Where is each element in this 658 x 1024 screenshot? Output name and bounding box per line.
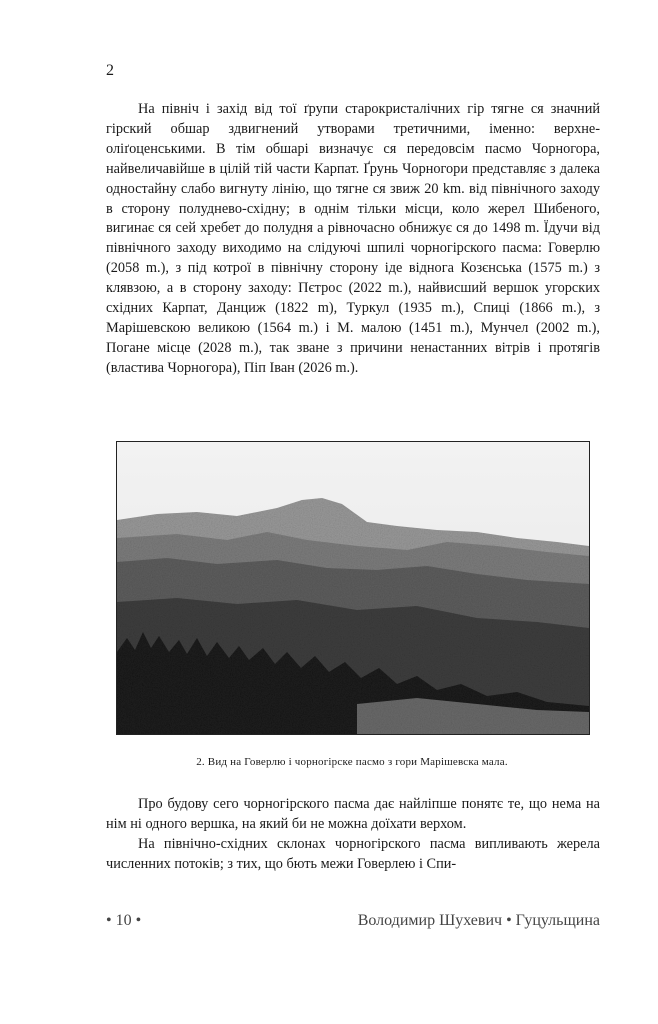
main-text — [106, 100, 600, 379]
footer-page-number: • 10 • — [106, 912, 142, 929]
page-number: 2 — [106, 62, 114, 79]
figure-caption: 2. Вид на Говерлю і чорногірске пасмо з гори Марішевска мала. — [196, 756, 508, 768]
main-text-continued — [106, 795, 600, 875]
paragraph: На північно-східних склонах чорногірского пасма випливають жерела численних потоків; з тих, що бють межи Говерлею і Спи- — [106, 835, 600, 872]
paragraph: На північ і захід від тої ґрупи старокристалічних гір тягне ся значний гірский обшар здвигнений утворами третичними, іменно: верхне-оліґоценськими. В тім обшарі визначує ся передовсім пасмо Чорногора, найвеличавійше в цілій тій части Карпат. Ґрунь Чорногори представляє з далека одностайну слабо вигнуту лінію, що тягне ся звиж 20 km. від північного заходу в сторону полудневo-східну; в однім тільки місци, коло жерел Шибеного, вигинає ся сей хребет до полудня а рівночасно обнижує ся до 1498 m. Їдучи від північного заходу виходимо на слідуючі шпилі чорногірского пасма: Говерлю (2058 m.), з під котрої в північну сторону іде віднога Козєнська (1575 m.) з клявзою, а в сторону заходу: Пєтрос (2022 m.), найвисший вершок угорских східних Карпат, Данциж (1822 m), Туркул (1935 m.), Спиці (1866 m.), з Марішевскою великою (1564 m.) і М. малою (1451 m.), Мунчел (2002 m.), Погане місце (2028 m.), так зване з причини ненастанних вітрів і протягів (властива Чорногора), Піп Іван (2026 m.). — [106, 101, 600, 376]
paragraph: Про будову сего чорногірского пасма дає найліпше понятє те, що нема на нім ні одного вершка, на який би не можна доїхати верхом. — [106, 796, 600, 832]
footer-author-title: Володимир Шухевич • Гуцульщина — [357, 912, 600, 929]
mountain-landscape-image — [117, 442, 589, 734]
mountain-photo — [116, 441, 590, 735]
